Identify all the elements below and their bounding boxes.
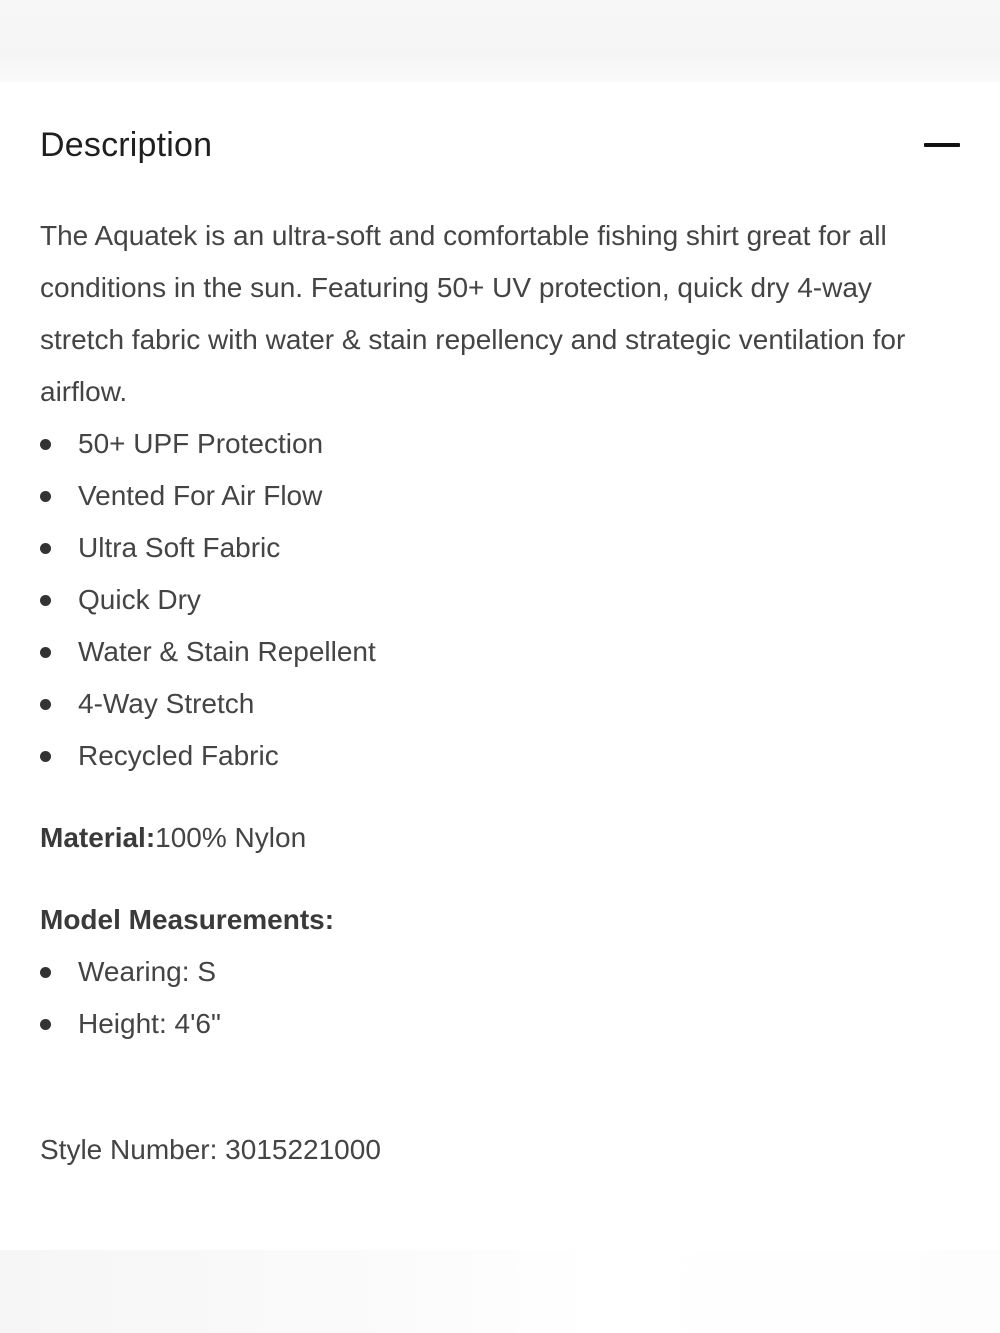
list-item: Recycled Fabric xyxy=(40,730,960,782)
bullet-icon xyxy=(40,1019,51,1030)
bullet-icon xyxy=(40,751,51,762)
list-item: 4-Way Stretch xyxy=(40,678,960,730)
list-item: Water & Stain Repellent xyxy=(40,626,960,678)
bullet-icon xyxy=(40,699,51,710)
material-line xyxy=(40,812,960,864)
minus-icon[interactable] xyxy=(924,130,960,160)
description-accordion-header[interactable] xyxy=(40,120,960,170)
previous-section-fade xyxy=(0,0,1000,82)
bullet-icon xyxy=(40,595,51,606)
feature-list xyxy=(40,418,960,782)
accordion-title: Description xyxy=(40,125,213,164)
material-value: 100% Nylon xyxy=(155,822,307,853)
list-item: Vented For Air Flow xyxy=(40,470,960,522)
list-item: Height: 4'6" xyxy=(40,998,960,1050)
list-item: Quick Dry xyxy=(40,574,960,626)
bullet-icon xyxy=(40,491,51,502)
list-item: Ultra Soft Fabric xyxy=(40,522,960,574)
list-item: 50+ UPF Protection xyxy=(40,418,960,470)
bullet-icon xyxy=(40,543,51,554)
description-text: The Aquatek is an ultra-soft and comfortable fishing shirt great for all conditions in the sun. Featuring 50+ UV protection, quick dry 4-way stretch fabric with water & stain repellency and strategic ventilation for airflow. xyxy=(40,220,906,407)
list-item: Wearing: S xyxy=(40,946,960,998)
bullet-icon xyxy=(40,967,51,978)
description-panel xyxy=(40,210,960,1176)
bullet-icon xyxy=(40,439,51,450)
next-section-fade xyxy=(0,1250,1000,1333)
bullet-icon xyxy=(40,647,51,658)
style-number: Style Number: 3015221000 xyxy=(40,1134,381,1165)
material-label: Material: xyxy=(40,822,156,853)
model-measurements-heading: Model Measurements: xyxy=(40,904,335,935)
model-measurements-list xyxy=(40,946,960,1050)
